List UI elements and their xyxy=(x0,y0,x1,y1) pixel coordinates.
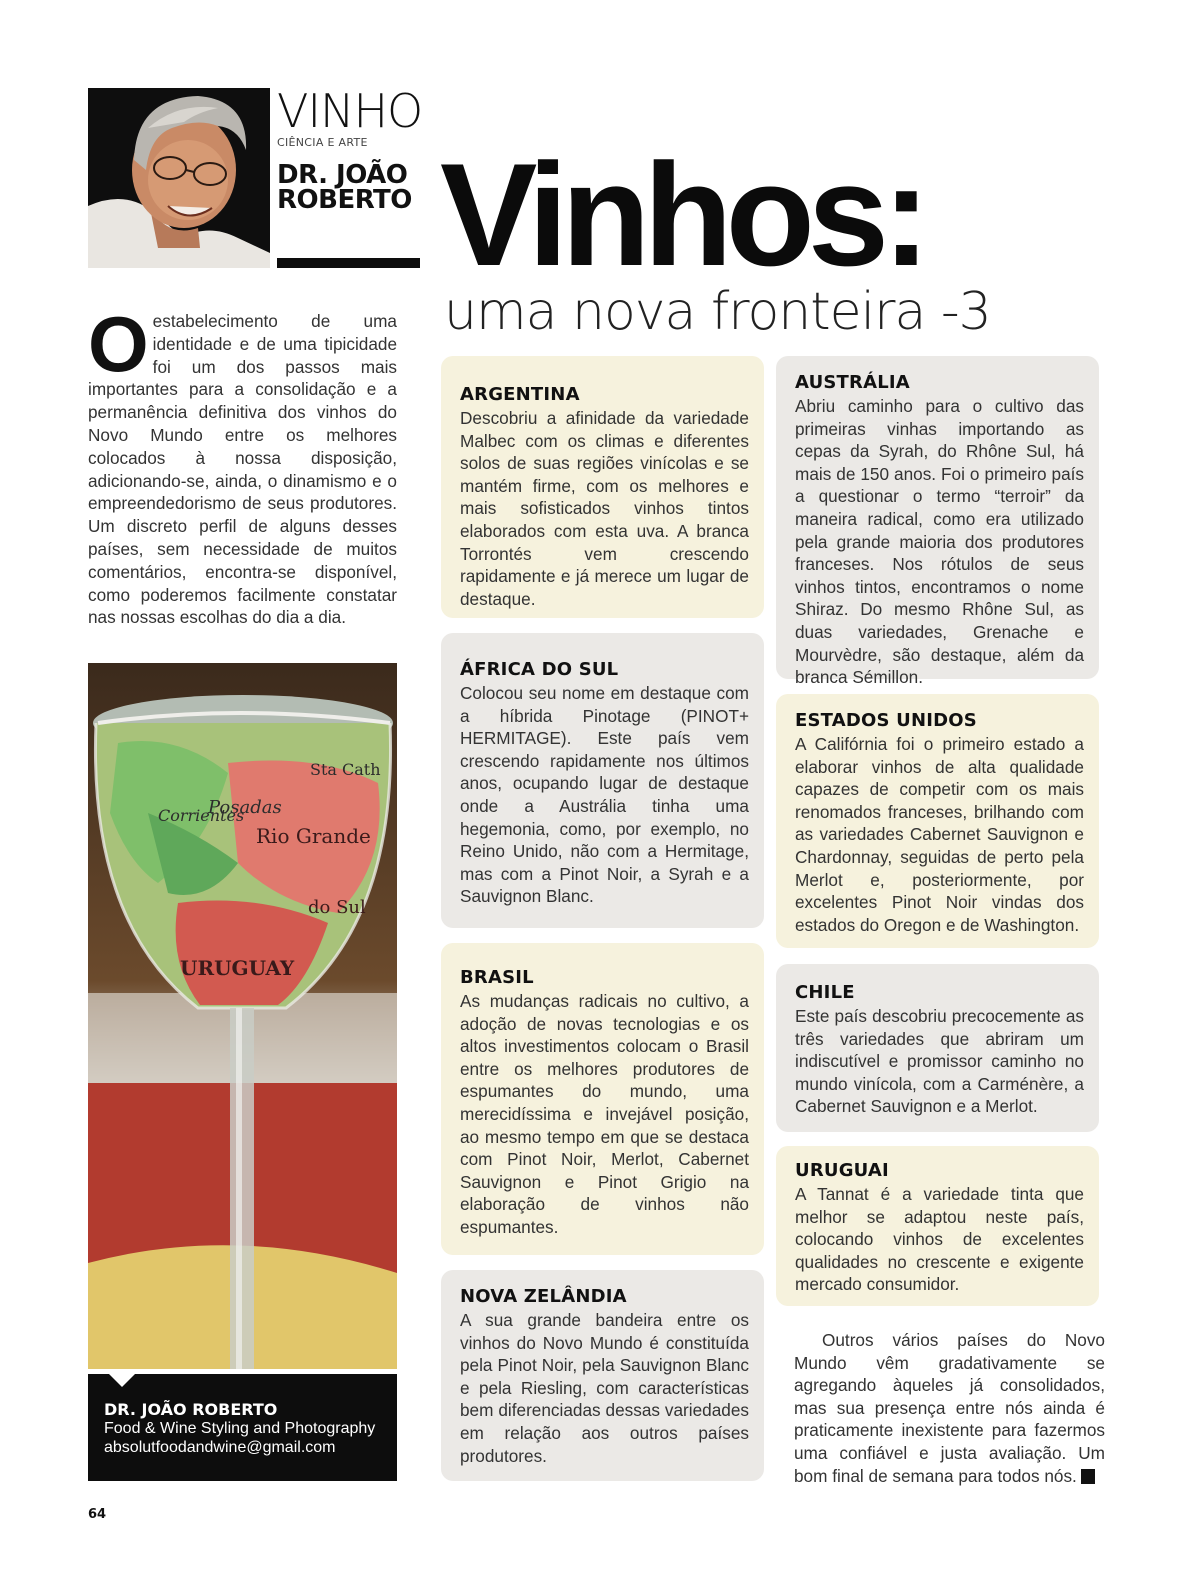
country-text: Colocou seu nome em destaque com a híbrida Pinotage (PINOT+ HERMITAGE). Este país vem crescendo rapidamente nos últimos anos, ocupando lugar de destaque onde a Austrália tinha uma hegemonia, como, por exemplo, no Reino Unido, não com a Hermitage, mas com a Pinot Noir, a Syrah e a Sauvignon Blanc. xyxy=(460,683,749,907)
country-text: Descobriu a afinidade da variedade Malbec com os climas e diferentes solos de suas regiões vinícolas e se mantém firme, com os melhores e mais sofisticados vinhos tintos elaborados com esta uva. A branca Torrontés vem crescendo rapidamente e já merece um lugar de destaque. xyxy=(460,408,749,609)
credit-name: DR. JOÃO ROBERTO xyxy=(104,1400,278,1419)
closing-paragraph xyxy=(794,1329,1105,1487)
article-intro xyxy=(88,300,397,629)
country-title: BRASIL xyxy=(460,967,534,988)
country-box-brasil xyxy=(441,943,764,1255)
country-title: NOVA ZELÂNDIA xyxy=(460,1286,627,1307)
map-label-sta-cath: Sta Cath xyxy=(310,760,381,779)
column-branding xyxy=(277,84,427,215)
country-title: URUGUAI xyxy=(795,1160,889,1181)
section-title: VINHO xyxy=(277,84,423,138)
country-text: A Tannat é a variedade tinta que melhor se adaptou neste país, colocando vinhos de excelentes qualidades no crescente e exigente mercado consumidor. xyxy=(795,1184,1084,1295)
country-title: ESTADOS UNIDOS xyxy=(795,710,977,731)
section-subtitle: CIÊNCIA E ARTE xyxy=(277,136,368,149)
article-subheadline: uma nova fronteira -3 xyxy=(444,282,991,342)
author-portrait xyxy=(88,88,270,268)
country-box-chile xyxy=(776,964,1099,1132)
map-label-do-sul: do Sul xyxy=(308,897,366,918)
map-label-corrientes: Corrientes xyxy=(158,806,245,825)
photo-credit xyxy=(88,1374,397,1481)
author-portrait-image xyxy=(88,88,270,268)
closing-text: Outros vários países do Novo Mundo vêm gradativamente se agregando àqueles já consolidados, mas sua presença entre nós ainda é praticamente inexistente para fazermos uma confiável e justa avaliação. Um bom final de semana para todos nós. xyxy=(794,1330,1105,1486)
country-text: Este país descobriu precocemente as três variedades que abriram um indiscutível e promissor caminho no mundo vinícola, com a Carménère, a Cabernet Sauvignon e a Merlot. xyxy=(795,1006,1084,1117)
country-title: AUSTRÁLIA xyxy=(795,372,910,393)
drop-cap: O xyxy=(88,300,149,388)
country-text: As mudanças radicais no cultivo, a adoção de novas tecnologias e os altos investimentos colocam o Brasil entre os melhores produtores de espumantes do mundo, uma merecidíssima e invejável posição, ao mesmo tempo em que se destaca com Pinot Noir, Merlot, Cabernet Sauvignon e Pinot Grigio na elaboração de vinhos não espumantes. xyxy=(460,991,749,1237)
map-label-uruguay: URUGUAY xyxy=(180,956,295,980)
country-text: A sua grande bandeira entre os vinhos do Novo Mundo é constituída pela Pinot Noir, pela Sauvignon Blanc e pela Riesling, com características bem diferenciadas dessas variedades em relação aos outros países produtores. xyxy=(460,1310,749,1466)
credit-email[interactable]: absolutfoodandwine@gmail.com xyxy=(104,1439,336,1456)
country-box-australia xyxy=(776,356,1099,688)
country-box-estados-unidos xyxy=(776,694,1099,948)
end-mark-icon xyxy=(1081,1469,1095,1484)
wine-glass-photo xyxy=(88,663,397,1369)
page-number: 64 xyxy=(88,1507,107,1522)
country-box-uruguai xyxy=(776,1146,1099,1306)
country-box-africa-do-sul xyxy=(441,633,764,928)
country-title: CHILE xyxy=(795,982,855,1003)
map-label-posadas: Posadas xyxy=(208,797,282,818)
caption-notch xyxy=(108,1373,136,1387)
country-box-nova-zelandia xyxy=(441,1270,764,1481)
country-text: A Califórnia foi o primeiro estado a elaborar vinhos de alta qualidade capazes de competir com os mais renomados franceses, brilhando com as variedades Cabernet Sauvignon e Chardonnay, seguidas de perto pela Merlot e, posteriormente, por excelentes Pinot Noir vindas dos estados do Oregon e de Washington. xyxy=(795,734,1084,935)
article-headline: Vinhos: xyxy=(440,133,924,296)
author-name: DR. JOÃO ROBERTO xyxy=(277,160,412,215)
country-text: Abriu caminho para o cultivo das primeiras vinhas importando as cepas da Syrah, do Rhône Sul, há mais de 150 anos. Foi o primeiro país a questionar o termo “terroir” da maneira radical, como era utilizado pela grande maioria dos produtores franceses. Nos rótulos de seus vinhos tintos, encontramos o nome Shiraz. Do mesmo Rhône Sul, as duas variedades, Grenache e Mourvèdre, são destaque, além da branca Sémillon. xyxy=(795,396,1084,688)
credit-role: Food & Wine Styling and Photography xyxy=(104,1420,376,1437)
map-label-rio-grande: Rio Grande xyxy=(256,824,371,848)
header-rule xyxy=(277,258,420,268)
country-box-argentina xyxy=(441,356,764,618)
country-title: ARGENTINA xyxy=(460,384,580,405)
intro-text: estabelecimento de uma identidade e de uma tipicidade foi um dos passos mais importantes para a consolidação e a permanência definitiva dos vinhos do Novo Mundo entre os melhores colocados à nossa disposição, adicionando-se, ainda, o dinamismo e o empreendedorismo de seus produtores. Um discreto perfil de alguns desses países, sem necessidade de muitos comentários, encontra-se disponível, como poderemos facilmente constatar nas nossas escolhas do dia a dia. xyxy=(88,311,397,628)
wine-glass-map-image xyxy=(88,663,397,1369)
country-title: ÁFRICA DO SUL xyxy=(460,659,619,680)
